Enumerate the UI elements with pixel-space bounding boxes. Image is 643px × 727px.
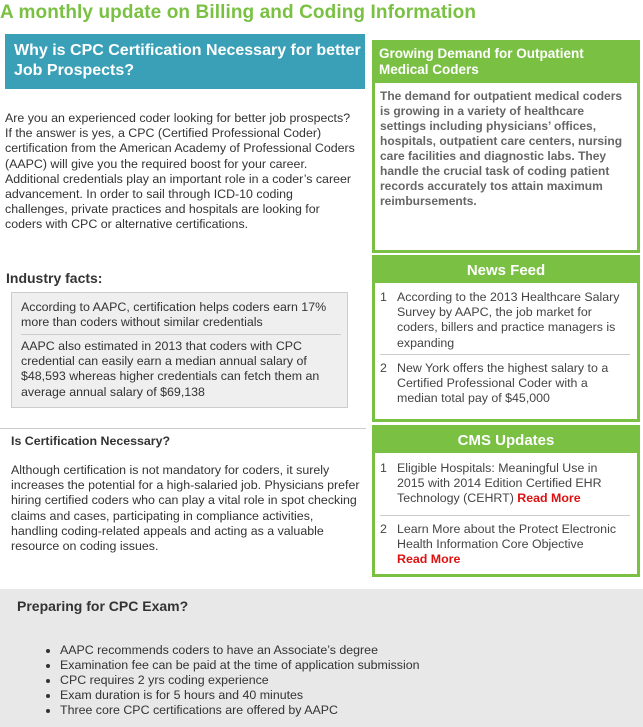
cms-updates-box [372,425,640,577]
fact-divider [21,334,341,335]
certification-title: Is Certification Necessary? [11,434,171,448]
news-item-number: 1 [380,290,387,304]
news-divider [380,354,630,355]
read-more-link[interactable]: Read More [517,491,581,506]
cms-divider [380,515,630,516]
news-feed-box [372,255,640,422]
article-intro: Are you an experienced coder looking for better job prospects? If the answer is yes, a CPC (Certified Professional Coder) certification from the American Academy of Professional Coders (AAPC) will give you the required boost for your career. Additional credentials play an important role in a coder’s career advancement. In order to sail through ICD-10 coding challenges, private practices and hospitals are looking for coders with CPC or alternative certifications. [5,111,355,232]
demand-heading: Growing Demand for Outpatient Medical Coders [375,43,637,83]
page-title: A monthly update on Billing and Coding Information [0,2,477,23]
list-item: • Examination fee can be paid at the time of application submission [60,658,420,673]
exam-prep-list [44,643,420,718]
fact-item: According to AAPC, certification helps coders earn 17% more than coders without similar credentials [21,300,327,330]
industry-facts-title: Industry facts: [6,270,103,286]
section-divider [0,428,366,429]
demand-text: The demand for outpatient medical coders is growing in a variety of healthcare settings including physicians’ offices, hospitals, outpatient care centers, nursing care facilities and diagnostic labs. They handle the crucial task of coding patient records accurately tos attain maximum reimbursements. [380,89,623,208]
demand-box [372,40,640,253]
news-item-text: New York offers the highest salary to a Certified Professional Coder with a median total pay of $45,000 [397,361,609,406]
cms-item-label: Learn More about the Protect Electronic Health Information Core Objective [397,522,617,552]
cms-item-number: 1 [380,461,387,475]
industry-facts-box [11,292,348,408]
news-item-text: According to the 2013 Healthcare Salary Survey by AAPC, the job market for coders, billers and practice managers is expanding [397,290,620,350]
exam-prep-section [0,589,643,727]
cms-updates-heading: CMS Updates [375,428,637,453]
fact-item: AAPC also estimated in 2013 that coders with CPC credential can easily earn a median annual salary of $48,593 whereas higher credentials can fetch them an average annual salary of $69,138 [21,339,320,399]
news-item-number: 2 [380,361,387,375]
list-item: • AAPC recommends coders to have an Associate’s degree [60,643,420,658]
list-item: • CPC requires 2 yrs coding experience [60,673,420,688]
cms-item-text [397,461,627,507]
read-more-link[interactable]: Read More [397,552,461,567]
exam-prep-title: Preparing for CPC Exam? [17,598,189,614]
certification-text: Although certification is not mandatory for coders, it surely increases the potential for a high-salaried job. Physicians prefer hiring certified coders who can play a vital role in spot checking claims and cases, participating in compliance activities, handling coding-related appeals and acting as a valuable resource on coding issues. [11,463,360,554]
news-feed-heading: News Feed [375,258,637,283]
list-item: • Exam duration is for 5 hours and 40 minutes [60,688,420,703]
cms-item-number: 2 [380,522,387,536]
list-item: • Three core CPC certifications are offered by AAPC [60,703,420,718]
article-heading: Why is CPC Certification Necessary for better Job Prospects? [5,34,365,89]
cms-item-label: Eligible Hospitals: Meaningful Use in 2015 with 2014 Edition Certified EHR Technology (CEHRT) [397,461,602,506]
cms-item-text [397,522,627,568]
